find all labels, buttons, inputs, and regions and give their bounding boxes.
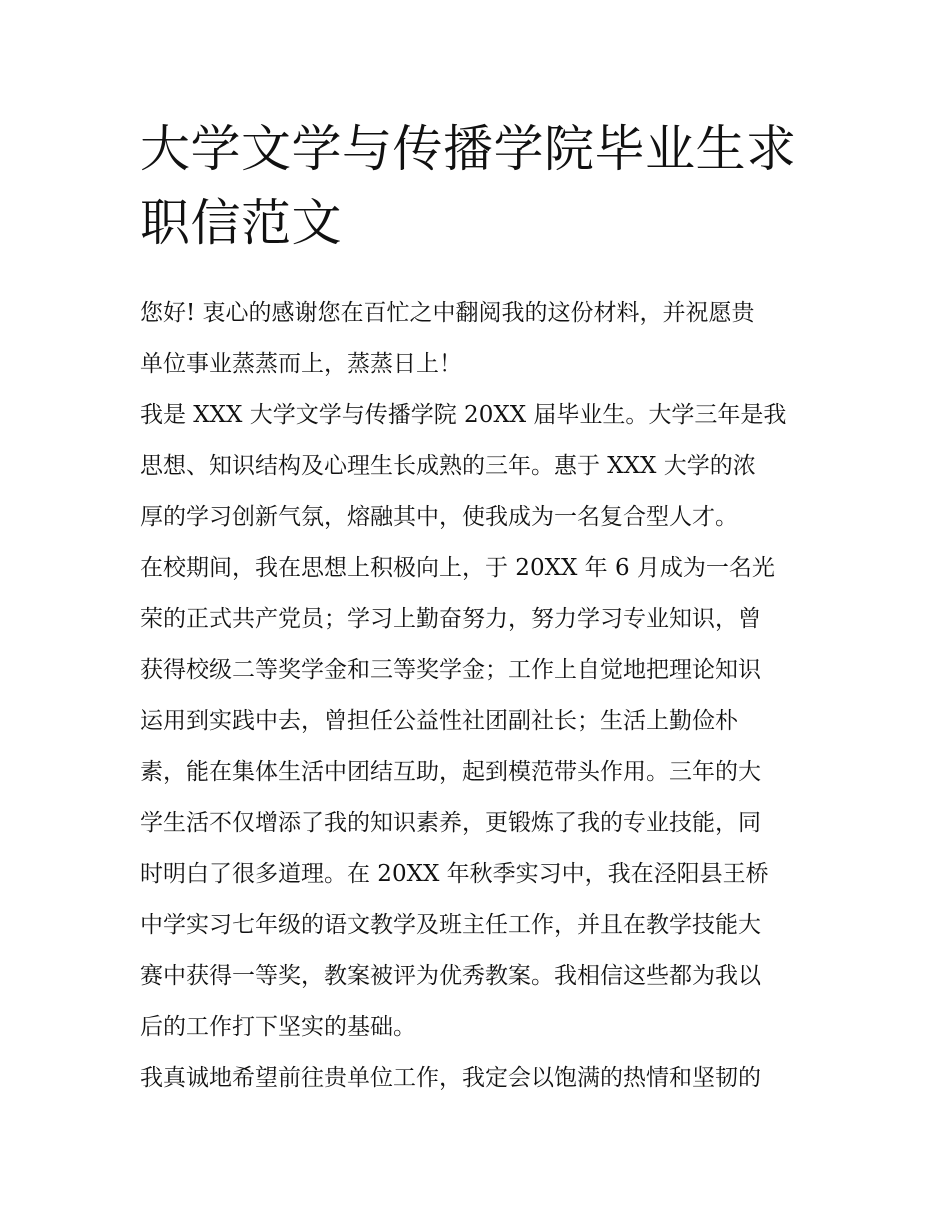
body-line: 后的工作打下坚实的基础。	[140, 1014, 416, 1040]
body-line: 中学实习七年级的语文教学及班主任工作，并且在教学技能大	[140, 912, 761, 938]
body-line: 运用到实践中去，曾担任公益性社团副社长；生活上勤俭朴	[140, 708, 738, 734]
title-line: 职信范文	[140, 194, 342, 252]
document-content	[140, 112, 815, 1104]
document-title	[140, 112, 815, 260]
body-line: 单位事业蒸蒸而上，蒸蒸日上！	[140, 351, 462, 377]
body-line: 荣的正式共产党员；学习上勤奋努力，努力学习专业知识，曾	[140, 606, 761, 632]
body-line: 您好! 衷心的感谢您在百忙之中翻阅我的这份材料，并祝愿贵	[140, 300, 755, 326]
body-line: 在校期间，我在思想上积极向上，于 20XX 年 6 月成为一名光	[140, 555, 775, 581]
body-line: 厚的学习创新气氛，熔融其中，使我成为一名复合型人才。	[140, 504, 738, 530]
body-line: 赛中获得一等奖，教案被评为优秀教案。我相信这些都为我以	[140, 963, 761, 989]
body-line: 我真诚地希望前往贵单位工作，我定会以饱满的热情和坚韧的	[140, 1065, 761, 1091]
body-line: 时明白了很多道理。在 20XX 年秋季实习中，我在泾阳县王桥	[140, 861, 769, 887]
title-line: 大学文学与传播学院毕业生求	[140, 120, 797, 178]
body-line: 我是 XXX 大学文学与传播学院 20XX 届毕业生。大学三年是我	[140, 402, 787, 428]
body-line: 素，能在集体生活中团结互助，起到模范带头作用。三年的大	[140, 759, 761, 785]
body-line: 获得校级二等奖学金和三等奖学金；工作上自觉地把理论知识	[140, 657, 761, 683]
document-body	[140, 288, 815, 1104]
body-line: 学生活不仅增添了我的知识素养，更锻炼了我的专业技能，同	[140, 810, 761, 836]
body-line: 思想、知识结构及心理生长成熟的三年。惠于 XXX 大学的浓	[140, 453, 756, 479]
